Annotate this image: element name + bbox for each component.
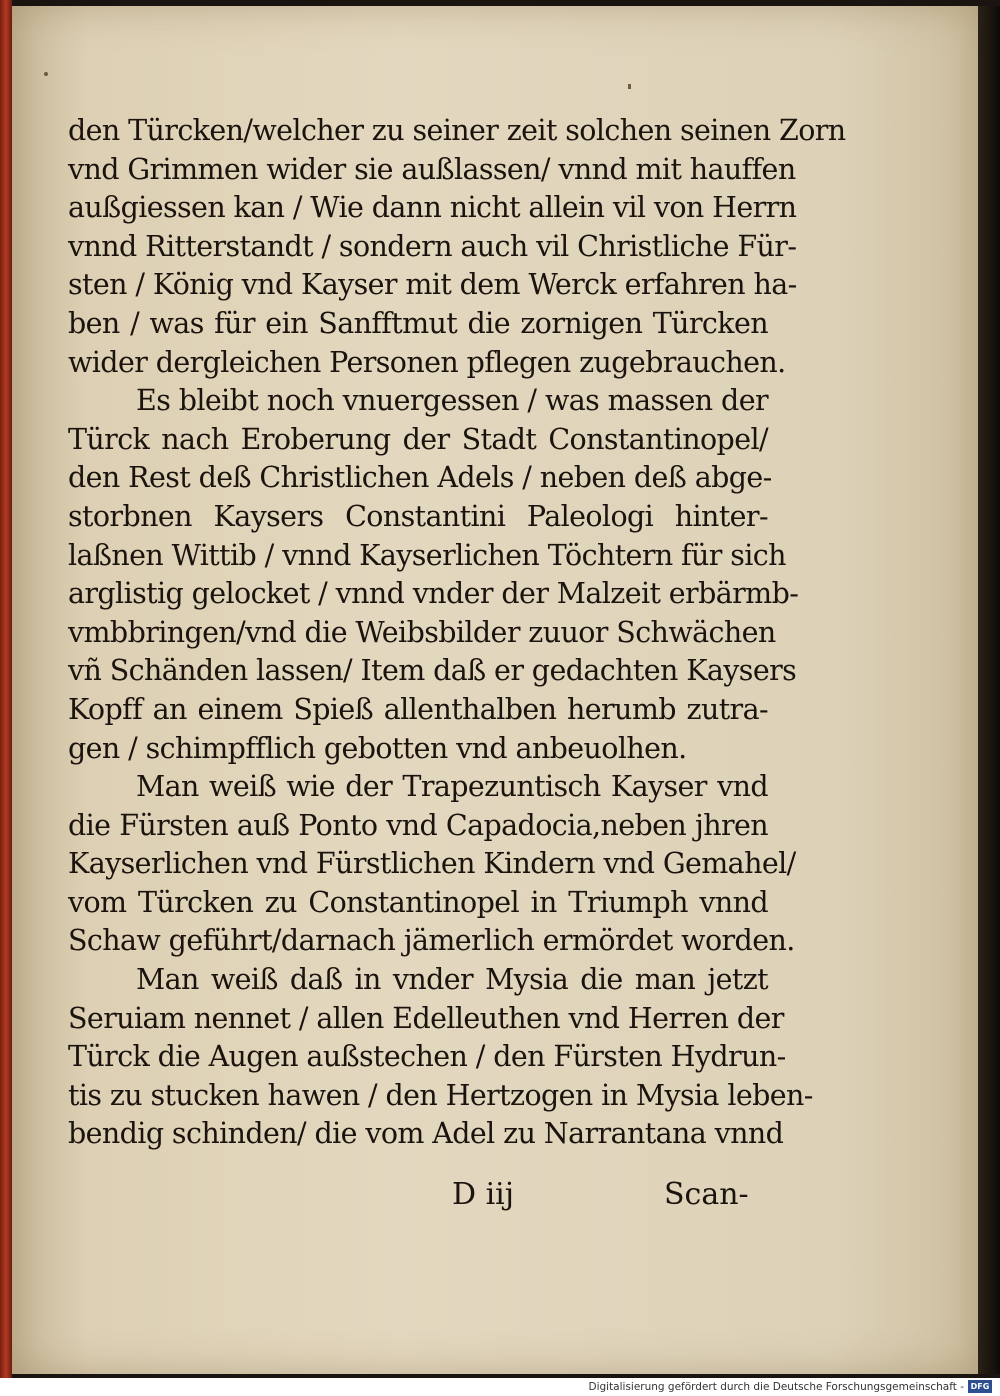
paper-speck — [44, 72, 48, 76]
body-text — [68, 112, 846, 1154]
text-line: Es bleibt noch vnuergessen / was massen der — [136, 384, 768, 418]
text-line: gen / schimpfflich gebotten vnd anbeuolhen. — [68, 731, 687, 765]
paper-speck — [628, 84, 631, 89]
page-edge-shadow — [978, 6, 1000, 1374]
text-line: vnd Grimmen wider sie außlassen/ vnnd mit hauffen — [68, 152, 796, 186]
text-line: wider dergleichen Personen pflegen zugebrauchen. — [68, 345, 786, 379]
text-line: ben / was für ein Sanfftmut die zornigen Türcken — [68, 306, 768, 340]
text-line: Schaw geführt/darnach jämerlich ermördet worden. — [68, 924, 795, 958]
text-line: laßnen Wittib / vnnd Kayserlichen Töchtern für sich — [68, 538, 786, 572]
text-line: Seruiam nennet / allen Edelleuthen vnd Herren der — [68, 1001, 784, 1035]
text-line: den Türcken/welcher zu seiner zeit solchen seinen Zorn — [68, 114, 846, 147]
text-line: sten / König vnd Kayser mit dem Werck erfahren ha- — [68, 268, 797, 302]
text-line: vmbbringen/vnd die Weibsbilder zuuor Schwächen — [68, 615, 776, 649]
dfg-logo: DFG — [968, 1380, 992, 1393]
text-line: arglistig gelocket / vnnd vnder der Malzeit erbärmb- — [68, 577, 799, 611]
text-line: vñ Schänden lassen/ Item daß er gedachten Kaysers — [68, 654, 797, 688]
text-line: außgiessen kan / Wie dann nicht allein vil von Herrn — [68, 191, 797, 225]
text-line: Man weiß wie der Trapezuntisch Kayser vnd — [136, 770, 768, 804]
text-line: Man weiß daß in vnder Mysia die man jetzt — [136, 963, 768, 997]
funding-credit: Digitalisierung gefördert durch die Deutsche Forschungsgemeinschaft - — [588, 1381, 964, 1393]
text-line: Türck die Augen außstechen / den Fürsten Hydrun- — [68, 1040, 786, 1074]
text-line: den Rest deß Christlichen Adels / neben deß abge- — [68, 461, 772, 495]
text-line: vom Türcken zu Constantinopel in Triumph vnnd — [68, 885, 768, 919]
text-line: die Fürsten auß Ponto vnd Capadocia,neben jhren — [68, 808, 768, 842]
binding-spine — [0, 0, 12, 1378]
text-line: Kayserlichen vnd Fürstlichen Kindern vnd Gemahel/ — [68, 847, 796, 881]
text-line: vnnd Ritterstandt / sondern auch vil Christliche Für- — [68, 229, 797, 263]
text-line: bendig schinden/ die vom Adel zu Narrantana vnnd — [68, 1117, 784, 1151]
catchword: Scan- — [664, 1177, 749, 1212]
text-line: storbnen Kaysers Constantini Paleologi hinter- — [68, 499, 768, 533]
text-line: Kopff an einem Spieß allenthalben herumb zutra- — [68, 692, 768, 726]
text-line: tis zu stucken hawen / den Hertzogen in Mysia leben- — [68, 1078, 813, 1112]
text-line: Türck nach Eroberung der Stadt Constantinopel/ — [68, 422, 768, 456]
signature-mark: D iij — [452, 1177, 515, 1212]
